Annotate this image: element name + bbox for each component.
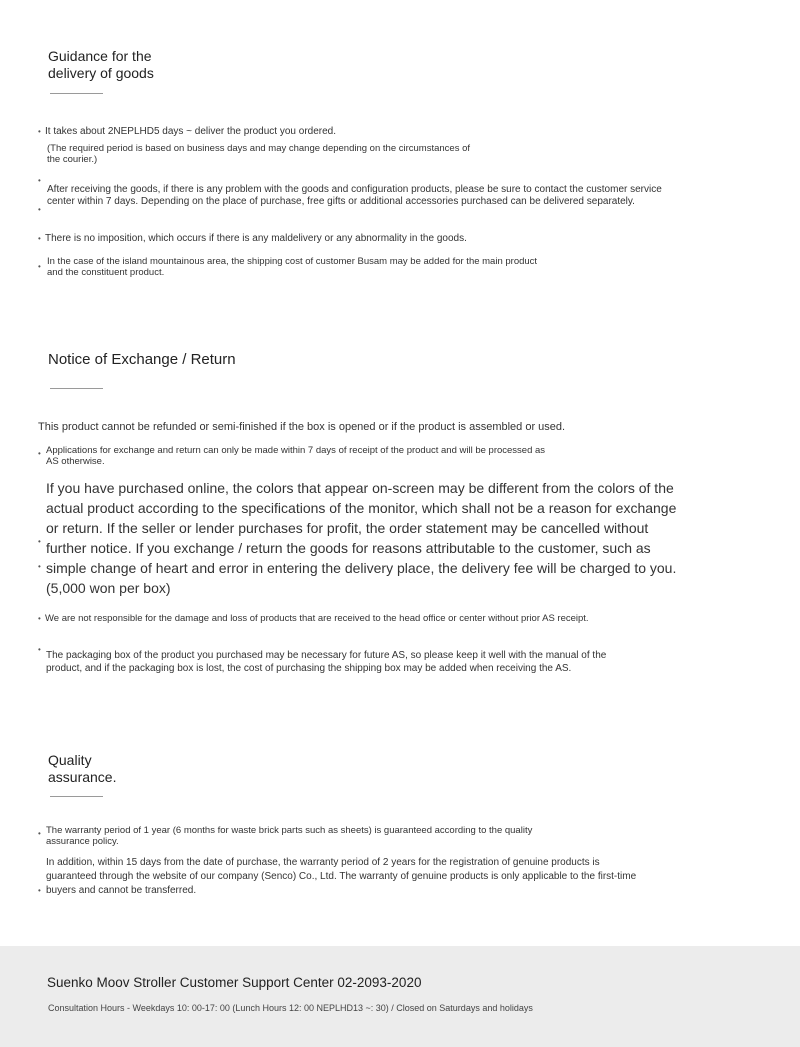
quality-addition-line2: guaranteed through the website of our company (Senco) Co., Ltd. The warranty of genuine products is only applicable to the first-time: [46, 871, 637, 882]
bullet: •: [38, 562, 41, 571]
exchange-online-line: actual product according to the specifications of the monitor, which shall not be a reason for exchange: [46, 500, 677, 516]
exchange-online-notice: [46, 478, 676, 598]
exchange-online-line: or return. If the seller or lender purchases for profit, the order statement may be cancelled without: [46, 520, 649, 536]
bullet: •: [38, 205, 41, 214]
bullet: •: [38, 449, 41, 458]
delivery-item-4-line2: and the constituent product.: [47, 267, 165, 278]
bullet: •: [38, 614, 41, 623]
exchange-application-line2: AS otherwise.: [46, 456, 105, 467]
delivery-item-1-note-line2: the courier.): [47, 154, 98, 165]
quality-heading-rule: [50, 796, 103, 797]
exchange-intro: This product cannot be refunded or semi-finished if the box is opened or if the product is assembled or used.: [38, 421, 566, 433]
delivery-heading-line2: delivery of goods: [48, 65, 154, 81]
exchange-application-line1: Applications for exchange and return can only be made within 7 days of receipt of the product and will be processed as: [46, 445, 546, 456]
bullet: •: [38, 886, 41, 895]
delivery-item-2-line1: After receiving the goods, if there is any problem with the goods and configuration products, please be sure to contact the customer service: [47, 184, 662, 195]
exchange-packaging-line1: The packaging box of the product you purchased may be necessary for future AS, so please keep it well with the manual of the: [46, 650, 607, 661]
consultation-hours: Consultation Hours - Weekdays 10: 00-17: 00 (Lunch Hours 12: 00 NEPLHD13 ~: 30) / Closed on Saturdays and holidays: [48, 1003, 533, 1013]
quality-heading: [48, 752, 116, 786]
exchange-online-line: If you have purchased online, the colors that appear on-screen may be different from the colors of the: [46, 480, 674, 496]
bullet: •: [38, 127, 41, 136]
exchange-packaging-line2: product, and if the packaging box is lost, the cost of purchasing the shipping box may be added when receiving the AS.: [46, 663, 572, 674]
delivery-heading-rule: [50, 93, 103, 94]
delivery-heading: [48, 48, 154, 82]
quality-addition-line1: In addition, within 15 days from the date of purchase, the warranty period of 2 years for the registration of genuine products is: [46, 857, 600, 868]
delivery-heading-line1: Guidance for the: [48, 48, 152, 64]
exchange-online-line: simple change of heart and error in entering the delivery place, the delivery fee will be charged to you.: [46, 560, 677, 576]
quality-warranty-line2: assurance policy.: [46, 836, 119, 847]
support-footer: [0, 946, 800, 1047]
bullet: •: [38, 537, 41, 546]
bullet: •: [38, 645, 41, 654]
delivery-item-2-line2: center within 7 days. Depending on the place of purchase, free gifts or additional accessories purchased can be delivered separately.: [47, 196, 635, 207]
delivery-item-4-line1: In the case of the island mountainous area, the shipping cost of customer Busam may be added for the main product: [47, 256, 538, 267]
bullet: •: [38, 234, 41, 243]
exchange-heading: Notice of Exchange / Return: [48, 351, 236, 368]
exchange-online-line: further notice. If you exchange / return the goods for reasons attributable to the customer, such as: [46, 540, 651, 556]
bullet: •: [38, 829, 41, 838]
delivery-item-3: There is no imposition, which occurs if there is any maldelivery or any abnormality in the goods.: [45, 233, 467, 244]
support-center-title: Suenko Moov Stroller Customer Support Center 02-2093-2020: [47, 975, 422, 990]
quality-heading-line1: Quality: [48, 752, 92, 768]
quality-heading-line2: assurance.: [48, 769, 117, 785]
delivery-item-1: It takes about 2NEPLHD5 days ~ deliver the product you ordered.: [45, 126, 337, 137]
exchange-online-line: (5,000 won per box): [46, 580, 171, 596]
exchange-heading-rule: [50, 388, 103, 389]
exchange-liability-note: We are not responsible for the damage and loss of products that are received to the head office or center without prior AS receipt.: [45, 613, 589, 624]
quality-warranty-line1: The warranty period of 1 year (6 months for waste brick parts such as sheets) is guaranteed according to the quality: [46, 825, 533, 836]
quality-addition-line3: buyers and cannot be transferred.: [46, 885, 197, 896]
delivery-item-1-note-line1: (The required period is based on business days and may change depending on the circumstances of: [47, 143, 471, 154]
bullet: •: [38, 262, 41, 271]
bullet: •: [38, 176, 41, 185]
